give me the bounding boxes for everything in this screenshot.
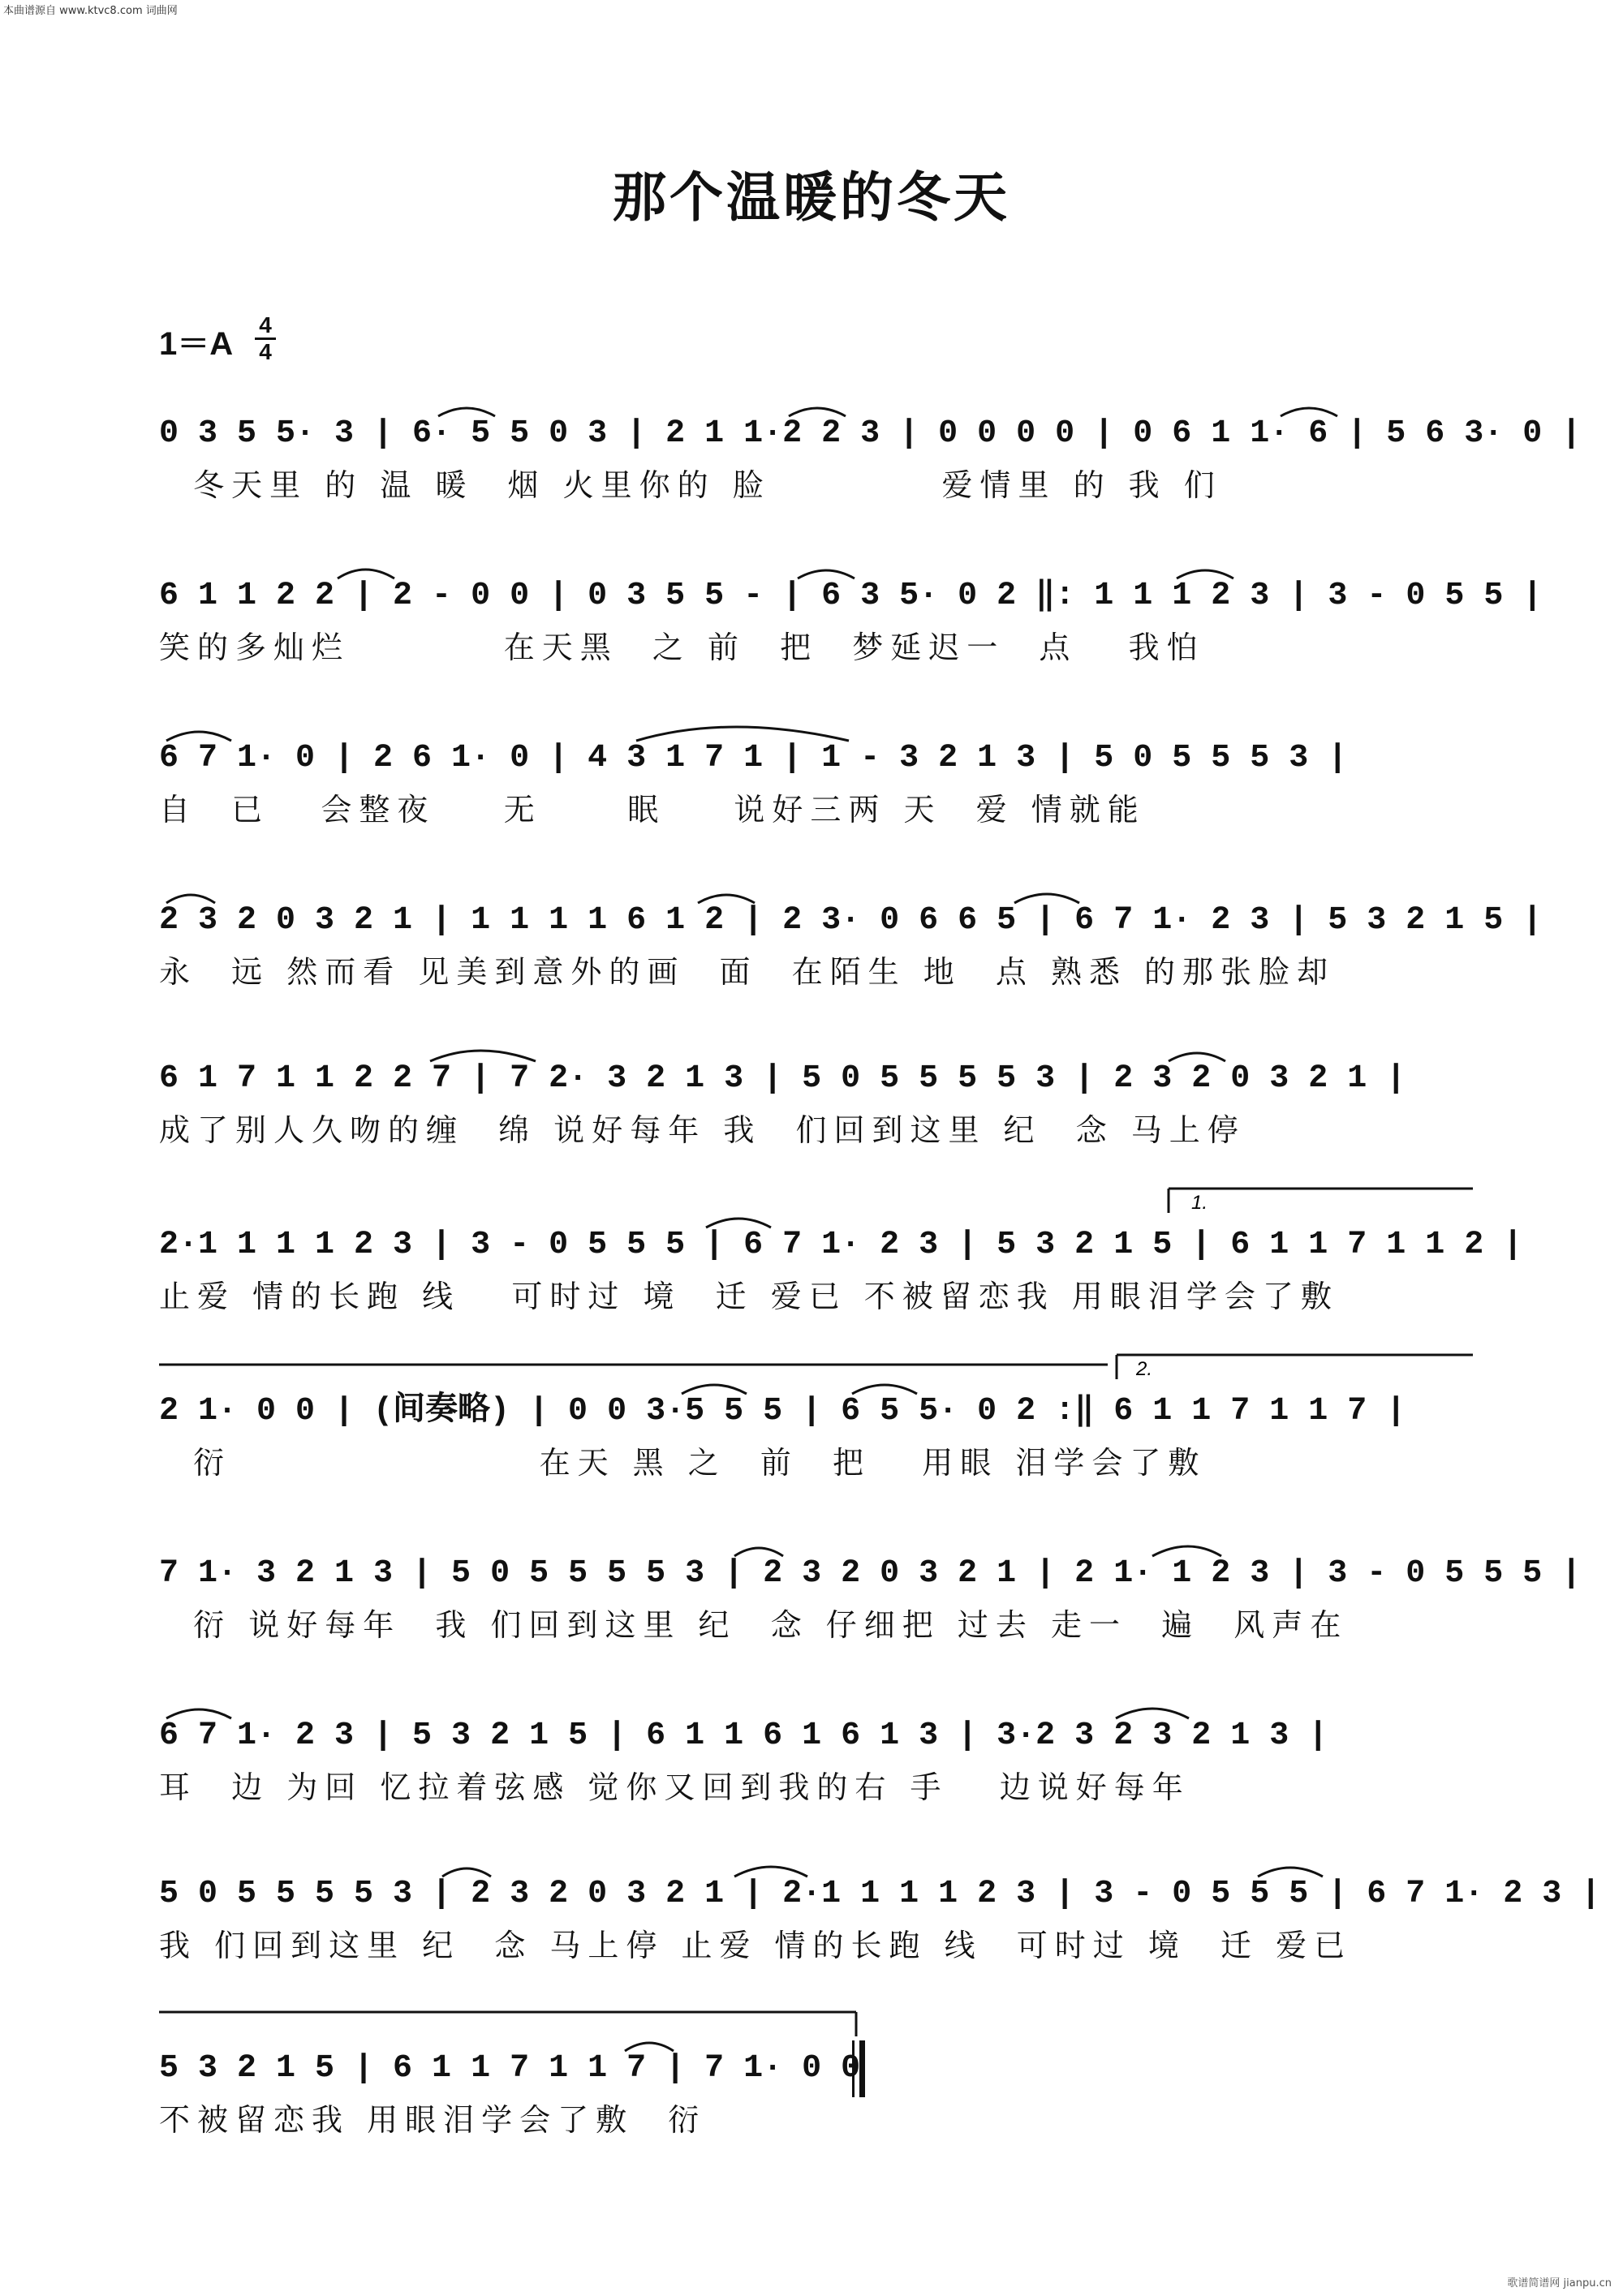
time-signature	[252, 313, 279, 364]
watermark-top: 本曲谱源自 www.ktvc8.com 词曲网	[3, 5, 178, 17]
lyrics: 衍 在天 黑 之 前 把 用眼 泪学会了敷	[159, 1445, 1207, 1481]
time-signature-top: 4	[259, 312, 272, 338]
notes: 6 1 7 1 1 2 2 7 | 7 2· 3 2 1 3 | 5 0 5 5 5 5 3 | 2 3 2 0 3 2 1 |	[159, 1060, 1406, 1097]
notes: 2·1 1 1 1 2 3 | 3 - 0 5 5 5 | 6 7 1· 2 3 | 5 3 2 1 5 | 6 1 1 7 1 1 2 |	[159, 1227, 1523, 1263]
key-signature: 1＝A	[159, 326, 234, 362]
notes: 6 1 1 2 2 | 2 - 0 0 | 0 3 5 5 - | 6 3 5· 0 2 ‖: 1 1 1 2 3 | 3 - 0 5 5 |	[159, 578, 1543, 614]
watermark-bottom: 歌谱简谱网 jianpu.cn	[1507, 2277, 1612, 2290]
lyrics: 笑的多灿烂 在天黑 之 前 把 梦延迟一 点 我怕	[159, 630, 1205, 665]
volta-first: 1.	[1191, 1192, 1208, 1214]
lyrics: 成了别人久吻的缠 绵 说好每年 我 们回到这里 纪 念 马上停	[159, 1112, 1246, 1148]
lyrics: 不被留恋我 用眼泪学会了敷 衍	[159, 2102, 707, 2138]
lyrics: 止爱 情的长跑 线 可时过 境 迁 爱已 不被留恋我 用眼泪学会了敷	[159, 1279, 1339, 1314]
lyrics: 耳 边 为回 忆拉着弦感 觉你又回到我的右 手 边说好每年	[159, 1769, 1190, 1805]
lyrics: 自 已 会整夜 无 眠 说好三两 天 爱 情就能	[159, 792, 1146, 828]
volta-second: 2.	[1136, 1358, 1153, 1380]
time-signature-bottom: 4	[259, 339, 272, 364]
notes: 2 1· 0 0 | (间奏略) | 0 0 3·5 5 5 | 6 5 5· 0 2 :‖ 6 1 1 7 1 1 7 |	[159, 1393, 1406, 1430]
lyrics: 永 远 然而看 见美到意外的画 面 在陌生 地 点 熟悉 的那张脸却	[159, 954, 1336, 990]
notes: 6 7 1· 2 3 | 5 3 2 1 5 | 6 1 1 6 1 6 1 3 | 3·2 3 2 3 2 1 3 |	[159, 1718, 1328, 1754]
lyrics: 冬天里 的 温 暖 烟 火里你的 脸 爱情里 的 我 们	[159, 467, 1222, 503]
lyrics: 我 们回到这里 纪 念 马上停 止爱 情的长跑 线 可时过 境 迁 爱已	[159, 1928, 1353, 1963]
notes: 7 1· 3 2 1 3 | 5 0 5 5 5 5 3 | 2 3 2 0 3 2 1 | 2 1· 1 2 3 | 3 - 0 5 5 5 |	[159, 1555, 1582, 1592]
page-title: 那个温暖的冬天	[613, 166, 1010, 229]
final-barline	[852, 2040, 865, 2097]
notes: 2 3 2 0 3 2 1 | 1 1 1 1 6 1 2 | 2 3· 0 6 6 5 | 6 7 1· 2 3 | 5 3 2 1 5 |	[159, 902, 1543, 939]
notes: 6 7 1· 0 | 2 6 1· 0 | 4 3 1 7 1 | 1 - 3 2 1 3 | 5 0 5 5 5 3 |	[159, 740, 1348, 776]
notes: 0 3 5 5· 3 | 6· 5 5 0 3 | 2 1 1·2 2 3 | 0 0 0 0 | 0 6 1 1· 6 | 5 6 3· 0 |	[159, 415, 1582, 452]
notes: 5 3 2 1 5 | 6 1 1 7 1 1 7 | 7 1· 0 0	[159, 2050, 861, 2087]
notes: 5 0 5 5 5 5 3 | 2 3 2 0 3 2 1 | 2·1 1 1 1 2 3 | 3 - 0 5 5 5 | 6 7 1· 2 3 |	[159, 1876, 1601, 1912]
lyrics: 衍 说好每年 我 们回到这里 纪 念 仔细把 过去 走一 遍 风声在	[159, 1607, 1349, 1643]
